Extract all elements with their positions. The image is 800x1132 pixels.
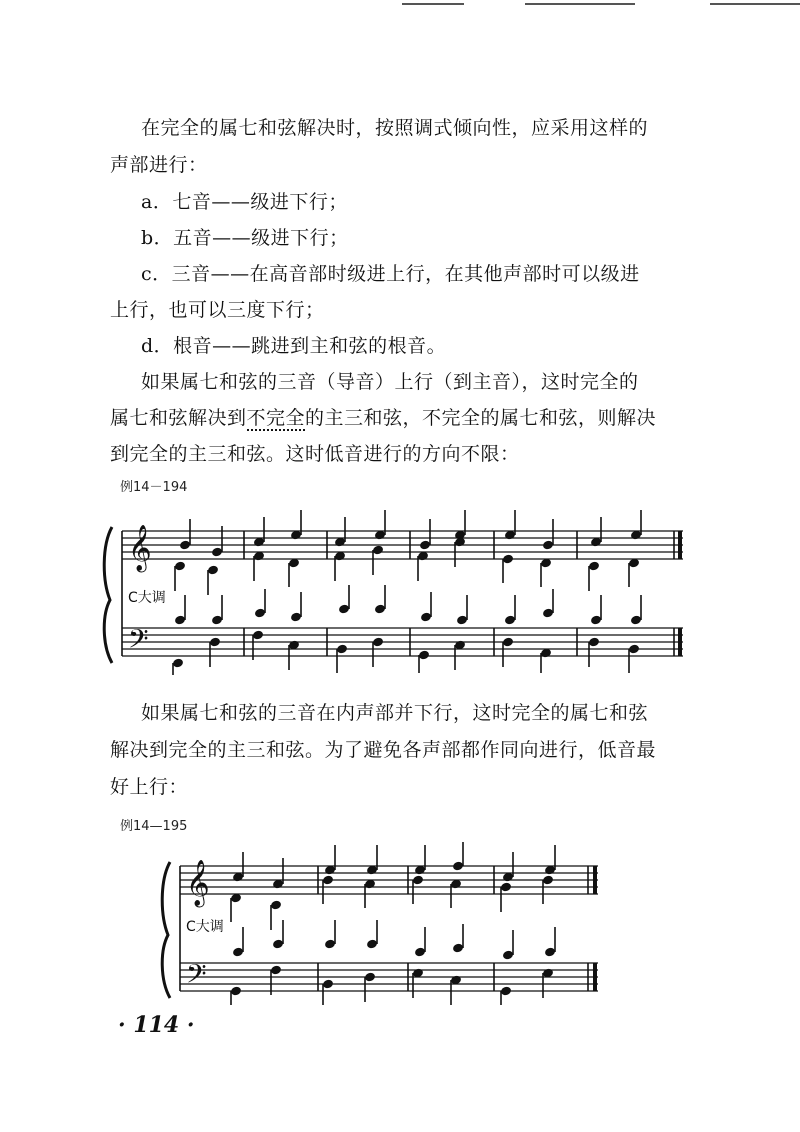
paragraph-3-line-1: 如果属七和弦的三音在内声部并下行，这时完全的属七和弦 — [141, 702, 649, 724]
example-2-label: 例14—195 — [120, 819, 188, 834]
example-1-label: 例14－194 — [120, 480, 188, 495]
treble-staff-1 — [122, 531, 683, 559]
paragraph-2-line-3: 到完全的主三和弦。这时低音进行的方向不限： — [110, 443, 520, 465]
rule-c: c．三音——在高音部时级进上行，在其他声部时可以级进 — [141, 263, 640, 285]
bass-clef-icon: 𝄢 — [186, 958, 207, 996]
paragraph-1-line-2: 声部进行： — [110, 154, 208, 176]
paragraph-2-line-2-end: 的主三和弦，不完全的属七和弦，则解决 — [305, 407, 657, 429]
page-number: · 114 · — [118, 1012, 195, 1038]
example-2-score — [158, 840, 608, 1005]
paragraph-1-line-1: 在完全的属七和弦解决时，按照调式倾向性，应采用这样的 — [141, 117, 649, 139]
paragraph-3-line-2: 解决到完全的主三和弦。为了避免各声部都作同向进行，低音最 — [110, 739, 657, 761]
bass-clef-icon: 𝄢 — [128, 623, 149, 661]
emphasized-incomplete: 不完全 — [246, 407, 306, 429]
bass-staff-1 — [122, 628, 683, 656]
rule-b: b．五音——级进下行； — [141, 227, 349, 249]
example-1-notes — [172, 510, 642, 675]
paragraph-2-line-2 — [110, 398, 656, 438]
paragraph-2-line-2-start: 属七和弦解决到 — [110, 407, 247, 429]
treble-clef-icon: 𝄞 — [128, 525, 152, 571]
rule-d: d．根音——跳进到主和弦的根音。 — [141, 335, 447, 357]
example-2-key-label: C大调 — [186, 919, 224, 935]
top-rule-right — [710, 3, 800, 5]
treble-clef-icon: 𝄞 — [186, 860, 210, 906]
rule-c-continued: 上行，也可以三度下行； — [110, 299, 325, 321]
paragraph-2-line-1: 如果属七和弦的三音（导音）上行（到主音），这时完全的 — [141, 371, 639, 393]
top-rule-middle — [525, 3, 635, 5]
top-rule-left — [402, 3, 464, 5]
example-1-score — [100, 505, 690, 675]
paragraph-3-line-3: 好上行： — [110, 776, 189, 798]
rule-a: a．七音——级进下行； — [141, 191, 348, 213]
example-1-key-label: C大调 — [128, 590, 166, 606]
bass-staff-2 — [180, 963, 598, 991]
